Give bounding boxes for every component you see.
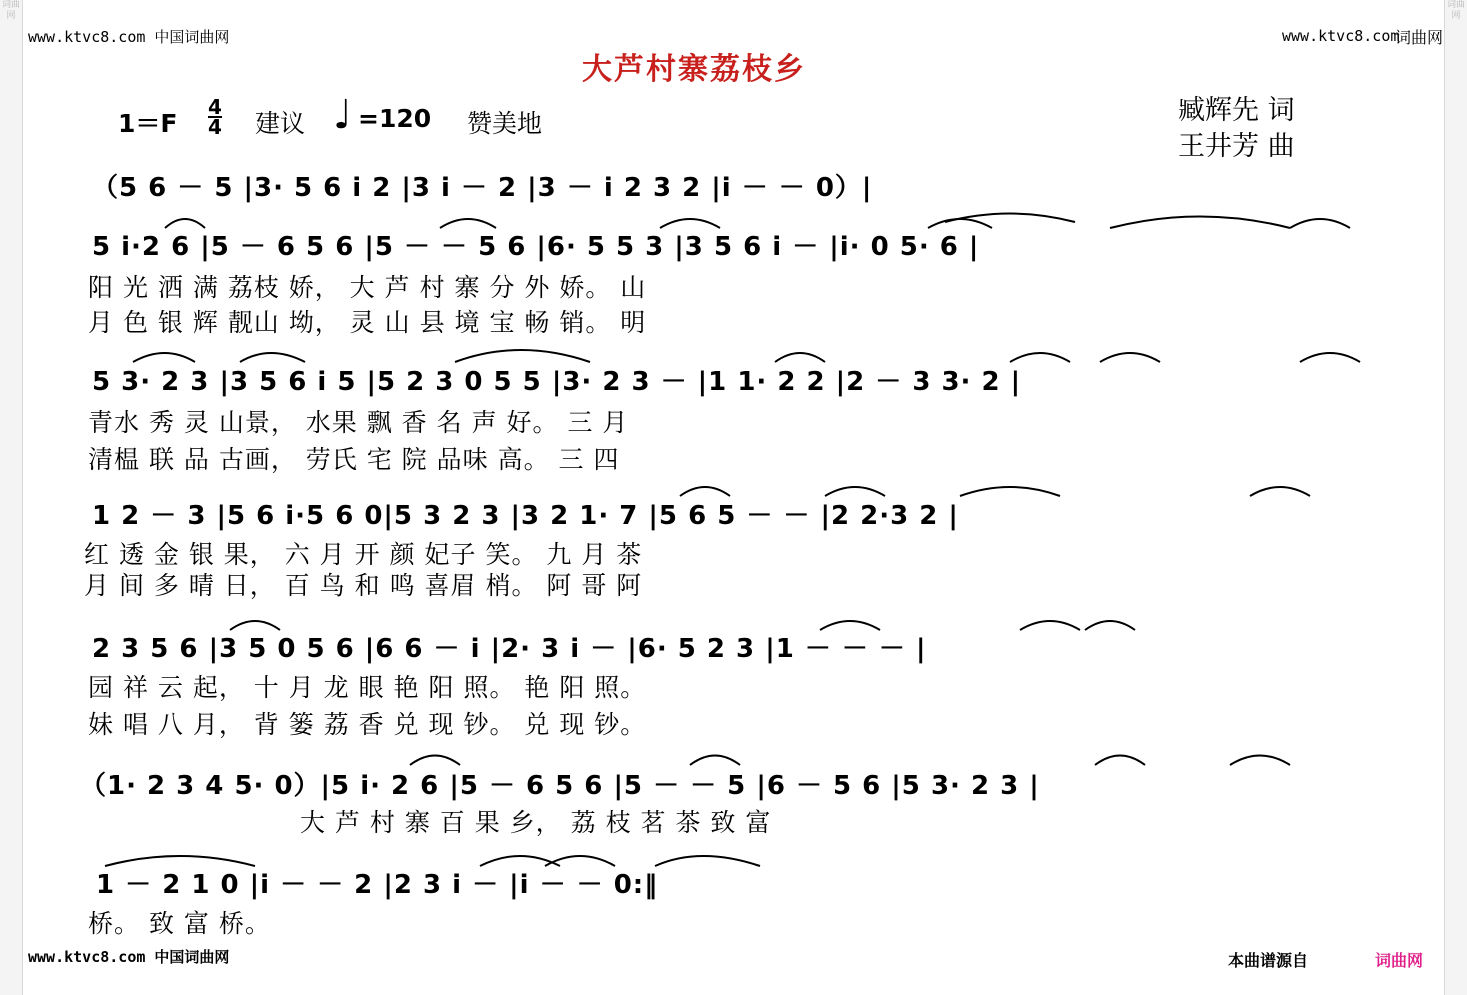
slur [1010, 353, 1070, 362]
score-line-7-lyrics: 桥。 致 富 桥。 [88, 909, 271, 938]
quarter-note-icon: ♩ [333, 92, 352, 138]
score-line-2-lyrics-verse-2: 月 色 银 辉 靓山 坳， 灵 山 县 境 宝 畅 销。 明 [88, 308, 647, 337]
slur [960, 487, 1060, 496]
score-line-2-notes: 5 i·2 6 |5 － 6 5 6 |5 － － 5 6 |6· 5 5 3 |3 5 6 i － |i· 0 5· 6 | [92, 232, 980, 262]
score-line-4-lyrics-verse-1: 红 透 金 银 果， 六 月 开 颜 妃子 笑。 九 月 茶 [84, 540, 643, 569]
expression-marking: 赞美地 [467, 109, 543, 138]
bottom-right-brand: 词曲网 [1375, 951, 1424, 970]
slur [660, 219, 720, 228]
slur [1095, 756, 1145, 766]
slur [410, 756, 460, 766]
slur [455, 350, 590, 362]
score-line-5-lyrics-verse-1: 园 祥 云 起， 十 月 龙 眼 艳 阳 照。 艳 阳 照。 [88, 673, 647, 702]
slur [1110, 217, 1290, 229]
bottom-right-source-label: 本曲谱源自 [1228, 951, 1309, 970]
slur [1290, 219, 1350, 228]
score-line-2-lyrics-verse-1: 阳 光 洒 满 荔枝 娇， 大 芦 村 寨 分 外 娇。 山 [88, 273, 647, 302]
slur [240, 353, 305, 362]
score-line-4-notes: 1 2 － 3 |5 6 i·5 6 0|5 3 2 3 |3 2 1· 7 |5 6 5 － － |2 2·3 2 | [92, 501, 959, 531]
slur [1020, 621, 1080, 630]
slur [820, 621, 880, 630]
lyricist-credit: 臧辉先 词 [1178, 95, 1295, 126]
score-line-5-lyrics-verse-2: 妹 唱 八 月， 背 篓 荔 香 兑 现 钞。 兑 现 钞。 [88, 710, 647, 739]
slur [690, 756, 740, 766]
tempo-label: 建议 [255, 109, 306, 138]
score-line-3-notes: 5 3· 2 3 |3 5 6 i 5 |5 2 3 0 5 5 |3· 2 3 － |1 1· 2 2 |2 － 3 3· 2 | [92, 367, 1022, 397]
top-right-watermark-url: www.ktvc8.com [1282, 27, 1400, 45]
tempo-value: =120 [358, 104, 432, 133]
top-left-watermark: www.ktvc8.com 中国词曲网 [28, 28, 230, 46]
slur [825, 487, 885, 496]
score-line-7-notes: 1 － 2 1 0 |i － － 2 |2 3 i － |i － － 0:‖ [96, 870, 659, 900]
slur [105, 856, 255, 866]
top-right-watermark-name: 词曲网 [1395, 28, 1444, 47]
slur [230, 621, 280, 630]
slur [133, 353, 195, 362]
slur [655, 856, 760, 866]
slur [1230, 756, 1290, 766]
composer-credit: 王井芳 曲 [1178, 131, 1295, 162]
slur [1300, 353, 1360, 362]
score-line-6-notes: （1· 2 3 4 5· 0）|5 i· 2 6 |5 － 6 5 6 |5 － － 5 |6 － 5 6 |5 3· 2 3 | [80, 771, 1040, 801]
slur [165, 219, 205, 228]
side-watermark-tile: 词曲网 [1446, 0, 1465, 21]
key-signature: 1＝F [118, 109, 178, 138]
score-line-6-lyrics: 大 芦 村 寨 百 果 乡， 荔 枝 茗 茶 致 富 [300, 808, 772, 837]
time-signature-bottom: 4 [208, 115, 222, 139]
score-line-3-lyrics-verse-1: 青水 秀 灵 山景， 水果 飘 香 名 声 好。 三 月 [88, 408, 629, 437]
slur [1250, 487, 1310, 496]
score-line-5-notes: 2 3 5 6 |3 5 0 5 6 |6 6 － i |2· 3 i － |6· 5 2 3 |1 － － － | [92, 634, 927, 664]
slur [928, 219, 992, 228]
time-signature-top: 4 [208, 95, 222, 119]
slur [680, 487, 730, 496]
slur [1100, 353, 1160, 362]
score-line-4-lyrics-verse-2: 月 间 多 晴 日， 百 鸟 和 鸣 喜眉 梢。 阿 哥 阿 [84, 571, 643, 600]
slur [1085, 621, 1135, 630]
bottom-left-watermark: www.ktvc8.com 中国词曲网 [28, 948, 230, 966]
slur [775, 353, 825, 362]
song-title: 大芦村寨荔枝乡 [582, 52, 806, 87]
score-line-3-lyrics-verse-2: 清榅 联 品 古画， 劳氏 宅 院 品味 高。 三 四 [88, 445, 620, 474]
slur [440, 219, 496, 228]
side-watermark-tile: 词曲网 [1, 0, 20, 21]
slur [945, 214, 1075, 223]
score-line-1-notes: （5 6 － 5 |3· 5 6 i 2 |3 i － 2 |3 － i 2 3 2 |i － － 0）| [92, 173, 873, 203]
